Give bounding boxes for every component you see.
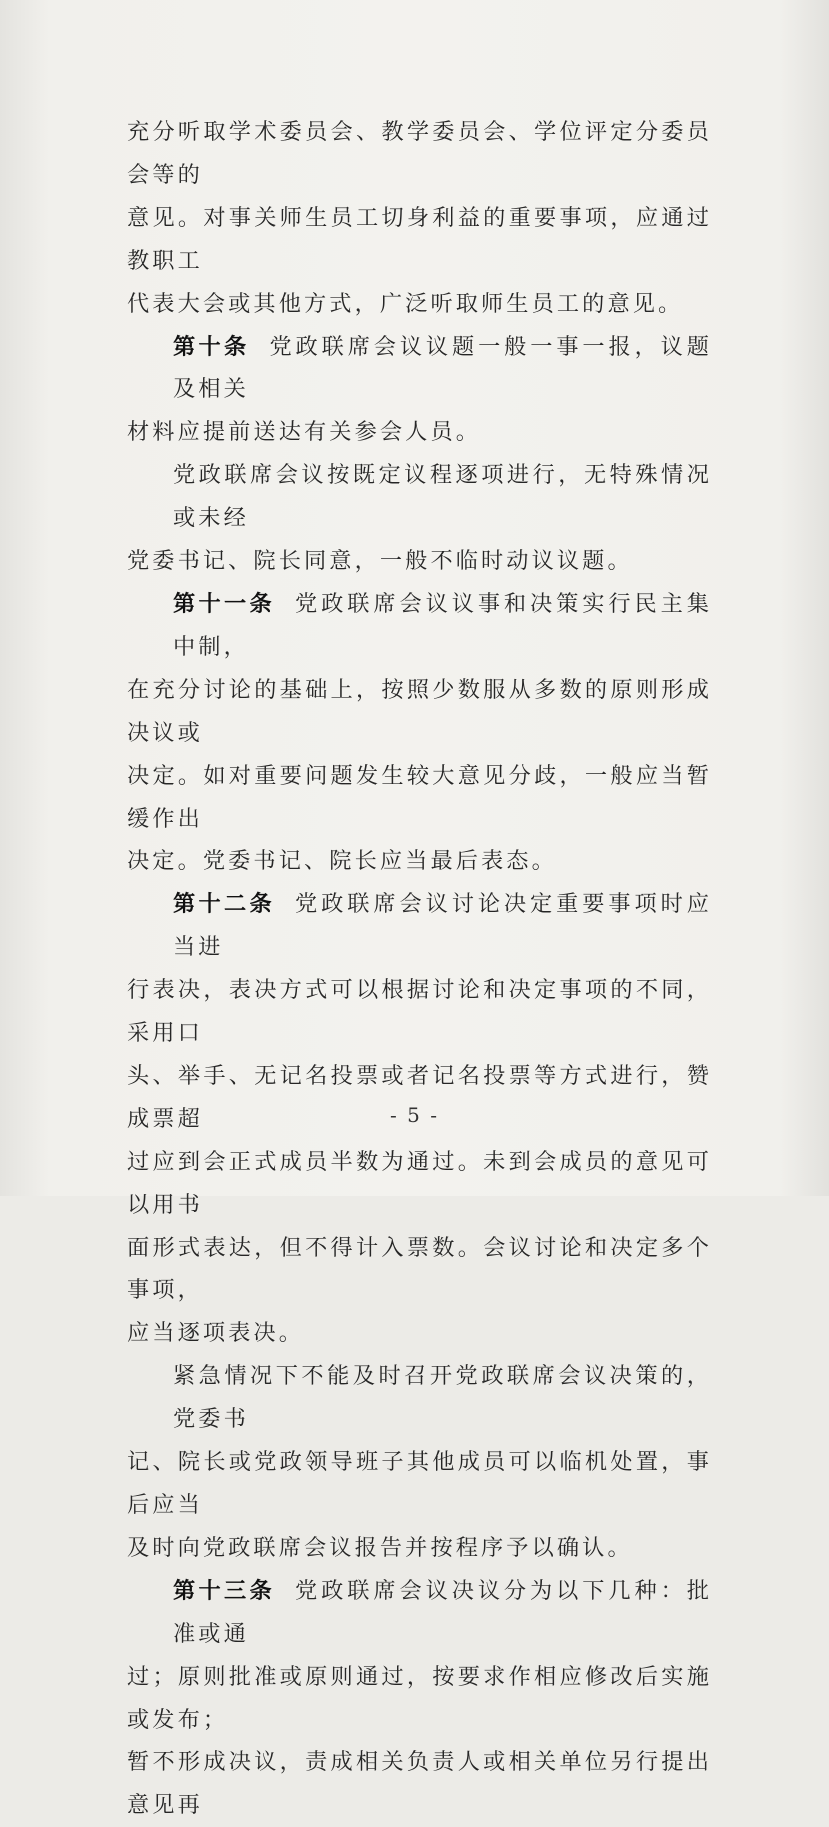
text-line	[127, 1441, 712, 1527]
text-line	[127, 411, 712, 454]
text-line	[127, 540, 712, 583]
line-text: 意见。对事关师生员工切身利益的重要事项，应通过教职工	[127, 204, 712, 274]
line-text: 充分听取学术委员会、教学委员会、学位评定分委员会等的	[127, 119, 712, 188]
article-paragraph	[127, 1570, 712, 1827]
text-line	[127, 969, 712, 1055]
article-heading: 第十条	[173, 333, 250, 360]
line-text: 紧急情况下不能及时召开党政联席会议决策的，党委书	[173, 1363, 712, 1433]
line-text: 材料应提前送达有关参会人员。	[127, 419, 482, 446]
article-heading: 第十三条	[173, 1577, 276, 1604]
line-text: 过应到会正式成员半数为通过。未到会成员的意见可以用书	[127, 1148, 712, 1218]
text-line	[127, 283, 712, 326]
line-text: 党政联席会议议题一般一事一报，议题及相关	[173, 333, 713, 403]
line-text: 党委书记、院长同意，一般不临时动议议题。	[127, 548, 633, 575]
line-text: 党政联席会议决议分为以下几种：批准或通	[173, 1577, 712, 1647]
text-line	[127, 1141, 712, 1227]
text-line	[127, 1656, 712, 1742]
text-line	[127, 1312, 712, 1355]
text-line	[127, 883, 712, 969]
body-paragraph	[127, 454, 712, 583]
body-paragraph	[127, 1355, 712, 1570]
line-text: 暂不形成决议，责成相关负责人或相关单位另行提出意见再	[127, 1749, 712, 1819]
text-line	[127, 840, 712, 883]
article-paragraph	[127, 326, 712, 455]
text-line	[127, 111, 712, 197]
page-number: - 5 -	[390, 1103, 439, 1127]
text-line	[127, 454, 712, 540]
line-text: 记、院长或党政领导班子其他成员可以临机处置，事后应当	[127, 1449, 712, 1518]
line-text: 决定。如对重要问题发生较大意见分歧，一般应当暂缓作出	[127, 762, 712, 832]
text-line	[127, 1570, 712, 1656]
text-line	[127, 326, 712, 412]
text-line	[127, 1355, 712, 1441]
line-text: 决定。党委书记、院长应当最后表态。	[127, 848, 557, 875]
article-paragraph	[127, 583, 712, 883]
line-text: 党政联席会议讨论决定重要事项时应当进	[173, 891, 712, 961]
line-text: 行表决，表决方式可以根据讨论和决定事项的不同，采用口	[127, 977, 712, 1047]
text-line	[127, 583, 712, 669]
text-line	[127, 1527, 712, 1570]
text-line	[127, 755, 712, 841]
line-text: 党政联席会议按既定议程逐项进行，无特殊情况或未经	[173, 462, 712, 532]
article-heading: 第十一条	[173, 590, 276, 617]
line-text: 面形式表达，但不得计入票数。会议讨论和决定多个事项，	[127, 1234, 712, 1304]
line-text: 头、举手、无记名投票或者记名投票等方式进行，赞成票超	[127, 1062, 712, 1132]
line-text: 过；原则批准或原则通过，按要求作相应修改后实施或发布；	[127, 1663, 712, 1733]
body-paragraph	[127, 111, 712, 326]
line-text: 及时向党政联席会议报告并按程序予以确认。	[127, 1534, 633, 1561]
line-text: 应当逐项表决。	[127, 1320, 305, 1347]
text-line	[127, 1055, 712, 1141]
article-heading: 第十二条	[173, 891, 276, 918]
document-body	[127, 111, 712, 1827]
text-line	[127, 1741, 712, 1827]
line-text: 党政联席会议议事和决策实行民主集中制，	[173, 590, 712, 660]
text-line	[127, 1227, 712, 1313]
line-text: 代表大会或其他方式，广泛听取师生员工的意见。	[127, 290, 684, 317]
text-line	[127, 197, 712, 283]
text-line	[127, 669, 712, 755]
line-text: 在充分讨论的基础上，按照少数服从多数的原则形成决议或	[127, 676, 712, 746]
